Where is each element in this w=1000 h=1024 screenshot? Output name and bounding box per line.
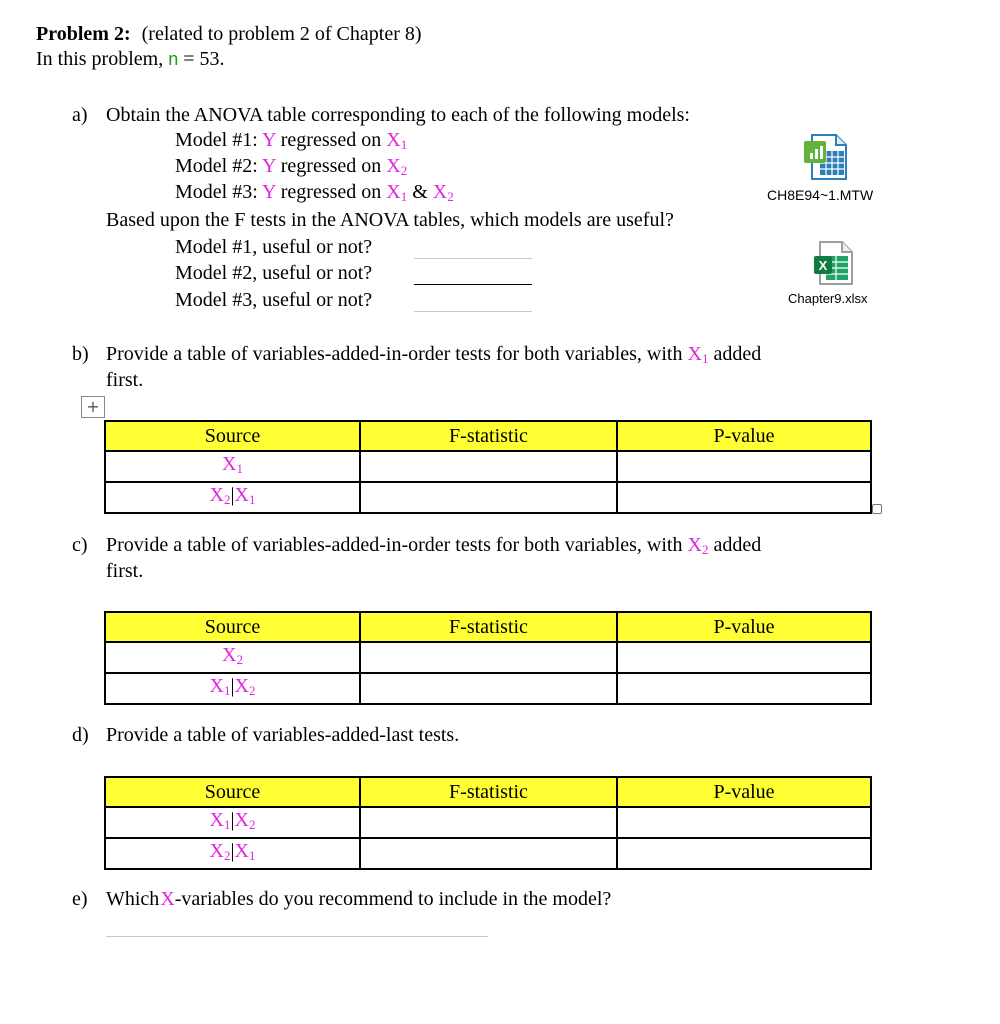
header-p-value: P-value <box>617 612 871 642</box>
p-value-cell[interactable] <box>617 673 871 704</box>
p-value-cell[interactable] <box>617 838 871 869</box>
part-d-marker: d) <box>72 724 89 746</box>
model-2-y: Y <box>262 155 276 177</box>
model-2-label: Model #2: <box>175 155 258 177</box>
header-f-statistic: F-statistic <box>360 421 617 451</box>
f-stat-cell[interactable] <box>360 451 617 482</box>
part-a-prompt: Obtain the ANOVA table corresponding to each of the following models: <box>106 104 690 126</box>
table-row <box>105 838 871 869</box>
useful-2-blank[interactable] <box>414 284 532 285</box>
model-2-x: $X_2$ <box>386 155 408 178</box>
header-p-value: P-value <box>617 421 871 451</box>
source-cell: $X_1|X_2$ <box>105 807 360 838</box>
source-cell: $X_2$ <box>105 642 360 673</box>
p-value-cell[interactable] <box>617 642 871 673</box>
part-a-marker: a) <box>72 104 88 126</box>
problem-label: Problem 2 <box>36 23 124 45</box>
table-c <box>104 611 872 705</box>
model-1-text: regressed on <box>280 129 382 151</box>
useful-1-blank[interactable] <box>414 258 532 259</box>
part-e-answer-blank[interactable] <box>106 936 488 937</box>
attachment-1-name[interactable]: CH8E94~1.MTW <box>767 187 874 203</box>
model-3-label: Model #3: <box>175 181 258 203</box>
useful-1-label: Model #1, useful or not? <box>175 236 373 258</box>
model-3-x1: $X_1$ <box>386 181 408 204</box>
source-cell: $X_1|X_2$ <box>105 673 360 704</box>
p-value-cell[interactable] <box>617 807 871 838</box>
table-row <box>105 612 871 642</box>
useful-3-blank[interactable] <box>414 311 532 312</box>
model-3-line <box>175 180 454 209</box>
header-source: Source <box>105 612 360 642</box>
useful-3-label: Model #3, useful or not? <box>175 289 373 311</box>
problem-related: (related to problem 2 of Chapter 8) <box>141 23 422 45</box>
table-row <box>105 673 871 704</box>
header-source: Source <box>105 777 360 807</box>
part-c-added: added <box>713 534 762 556</box>
header-source: Source <box>105 421 360 451</box>
part-e-post: -variables do you recommend to include in the model? <box>174 888 612 910</box>
model-1-x: $X_1$ <box>386 129 408 152</box>
part-c-var: $X_2$ <box>687 534 709 557</box>
model-3-amp: & <box>412 181 428 203</box>
problem-n-line <box>36 47 225 71</box>
model-3-x2: $X_2$ <box>432 181 454 204</box>
f-stat-cell[interactable] <box>360 482 617 513</box>
f-stat-cell[interactable] <box>360 838 617 869</box>
part-c-text: Provide a table of variables-added-in-order tests for both variables, with <box>106 534 683 556</box>
part-b-added: added <box>713 343 762 365</box>
excel-file-icon[interactable] <box>812 240 854 286</box>
model-3-y: Y <box>262 181 276 203</box>
source-cell: $X_2|X_1$ <box>105 482 360 513</box>
table-row <box>105 777 871 807</box>
model-2-text: regressed on <box>280 155 382 177</box>
part-c-line1 <box>106 533 761 562</box>
part-b-line1 <box>106 342 761 371</box>
useful-2-label: Model #2, useful or not? <box>175 262 373 284</box>
source-cell: $X_1$ <box>105 451 360 482</box>
source-cell: $X_2|X_1$ <box>105 838 360 869</box>
model-1-line <box>175 128 407 157</box>
model-1-y: Y <box>262 129 276 151</box>
table-b <box>104 420 872 514</box>
part-a-question: Based upon the F tests in the ANOVA tables, which models are useful? <box>106 209 674 231</box>
part-b-marker: b) <box>72 343 89 365</box>
header-f-statistic: F-statistic <box>360 777 617 807</box>
f-stat-cell[interactable] <box>360 807 617 838</box>
table-row <box>105 642 871 673</box>
part-b-line2: first. <box>106 369 144 391</box>
n-value: = 53. <box>183 48 225 70</box>
f-stat-cell[interactable] <box>360 673 617 704</box>
table-move-handle-icon[interactable]: + <box>81 396 105 418</box>
header-f-statistic: F-statistic <box>360 612 617 642</box>
part-e-question <box>106 887 611 911</box>
header-p-value: P-value <box>617 777 871 807</box>
n-line-prefix: In this problem, <box>36 48 164 70</box>
p-value-cell[interactable] <box>617 482 871 513</box>
part-c-line2: first. <box>106 560 144 582</box>
minitab-file-icon[interactable] <box>804 133 848 181</box>
p-value-cell[interactable] <box>617 451 871 482</box>
part-b-var: $X_1$ <box>687 343 709 366</box>
part-b-text: Provide a table of variables-added-in-order tests for both variables, with <box>106 343 683 365</box>
table-row <box>105 807 871 838</box>
f-stat-cell[interactable] <box>360 642 617 673</box>
model-2-line <box>175 154 407 183</box>
part-e-marker: e) <box>72 888 88 910</box>
n-symbol: n <box>168 49 179 69</box>
part-e-x: X <box>160 888 175 910</box>
part-d-prompt: Provide a table of variables-added-last tests. <box>106 724 460 746</box>
part-c-marker: c) <box>72 534 88 556</box>
problem-heading <box>36 22 422 46</box>
model-3-text: regressed on <box>280 181 382 203</box>
model-1-label: Model #1: <box>175 129 258 151</box>
table-row <box>105 451 871 482</box>
table-row <box>105 482 871 513</box>
table-row <box>105 421 871 451</box>
problem-colon: : <box>123 23 131 45</box>
attachment-2-name[interactable]: Chapter9.xlsx <box>788 291 868 306</box>
svg-text:X: X <box>818 258 828 273</box>
part-e-pre: Which <box>106 888 160 910</box>
table-d <box>104 776 872 870</box>
table-resize-handle[interactable] <box>872 504 882 514</box>
